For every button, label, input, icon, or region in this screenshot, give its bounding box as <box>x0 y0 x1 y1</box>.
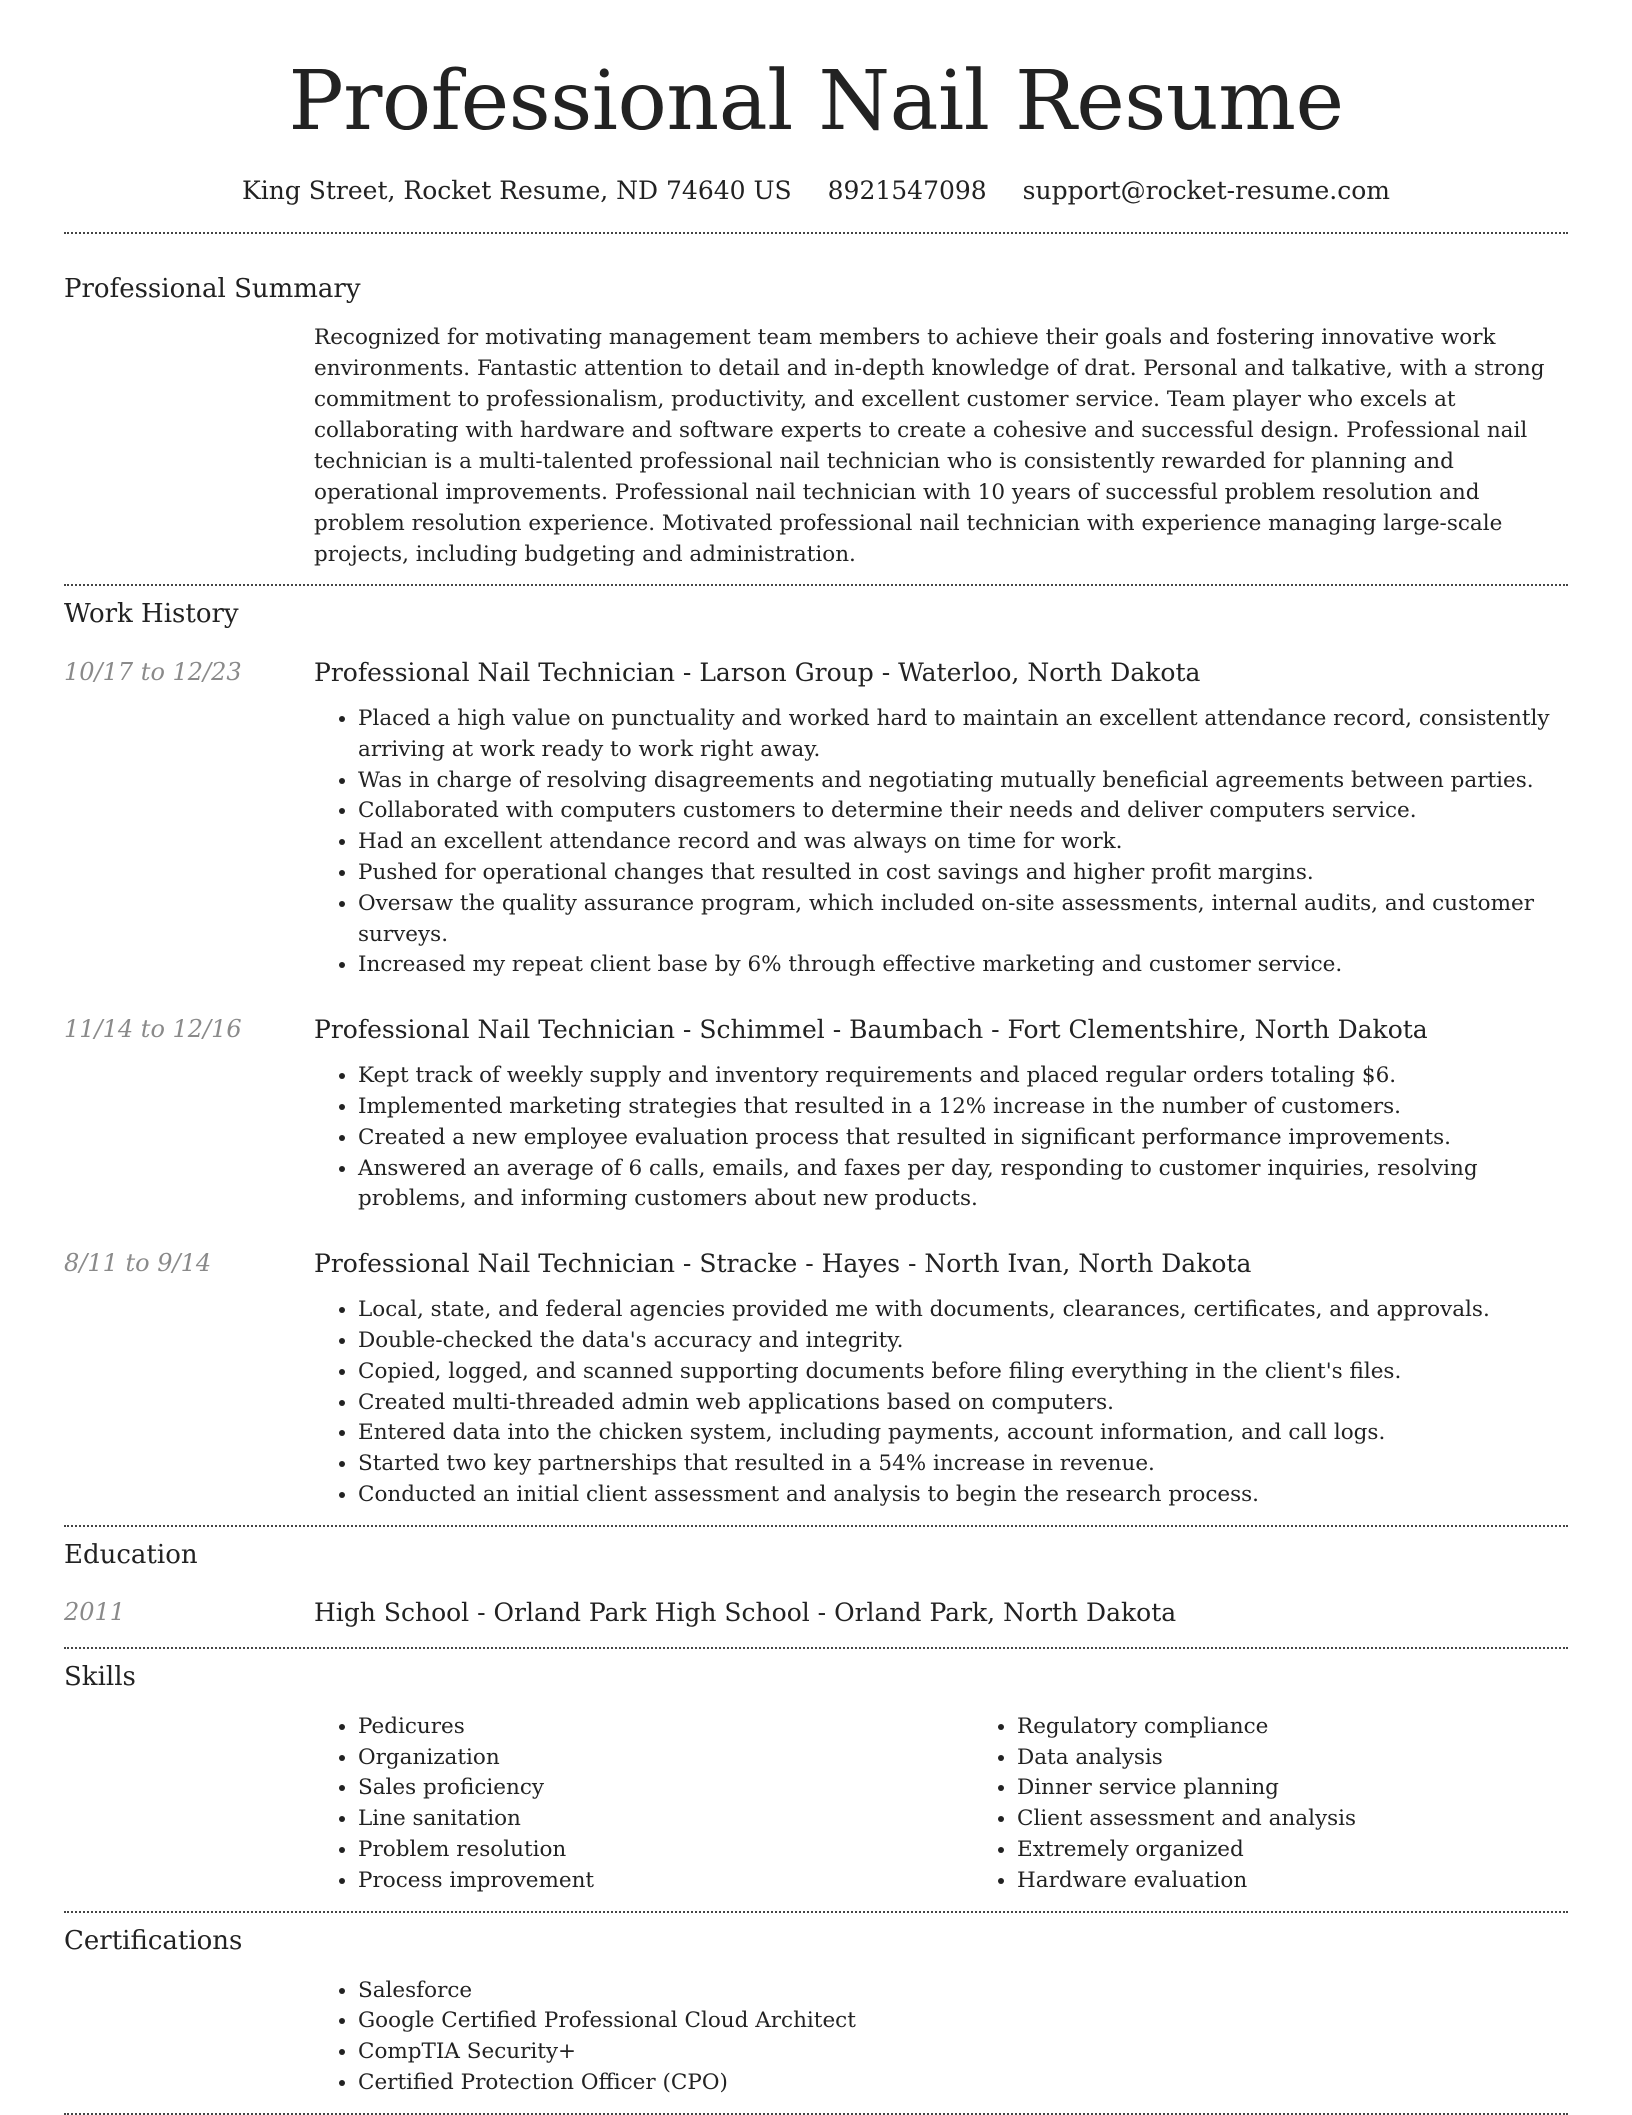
job-dates: 11/14 to 12/16 <box>64 1015 242 1044</box>
education-title: High School - Orland Park High School - Orland Park, North Dakota <box>314 1597 1177 1627</box>
list-item: • Placed a high value on punctuality and worked hard to maintain an excellent attendance record, consistently arriving at work ready to work right away. <box>358 704 1568 766</box>
list-item: • Oversaw the quality assurance program, which included on-site assessments, internal audits, and customer surveys. <box>358 889 1568 951</box>
job-dates: 10/17 to 12/23 <box>64 658 242 686</box>
certifications-list <box>314 1976 1568 2099</box>
job-bullets <box>314 1295 1568 1511</box>
list-item: • Created multi-threaded admin web applications based on computers. <box>358 1388 1568 1419</box>
divider <box>64 584 1568 586</box>
summary-heading: Professional Summary <box>64 274 361 304</box>
job-bullets <box>314 1061 1568 1215</box>
list-item: • Collaborated with computers customers to determine their needs and deliver computers service. <box>358 796 1568 827</box>
education-heading: Education <box>64 1539 198 1570</box>
list-item: • Implemented marketing strategies that resulted in a 12% increase in the number of customers. <box>358 1092 1568 1123</box>
list-item: • Had an excellent attendance record and was always on time for work. <box>358 827 1568 858</box>
list-item: • Local, state, and federal agencies provided me with documents, clearances, certificates, and approvals. <box>358 1295 1568 1326</box>
education-section <box>64 1538 1568 1629</box>
list-item: • Certified Protection Officer (CPO) <box>358 2068 1568 2099</box>
job-entry <box>64 1247 1568 1511</box>
work-history-heading: Work History <box>64 599 239 629</box>
list-item: • Process improvement <box>358 1866 973 1897</box>
list-item: • Client assessment and analysis <box>1017 1804 1632 1835</box>
list-item: • Dinner service planning <box>1017 1773 1632 1804</box>
certifications-section <box>64 1924 1568 2099</box>
summary-section <box>64 272 1568 570</box>
divider <box>64 2113 1568 2115</box>
job-title: Professional Nail Technician - Schimmel - Baumbach - Fort Clementshire, North Dakota <box>314 1015 1428 1045</box>
job-entry <box>64 1013 1568 1215</box>
list-item: • Answered an average of 6 calls, emails, and faxes per day, responding to customer inquiries, resolving problems, and informing customers about new products. <box>358 1154 1568 1216</box>
list-item: • Double-checked the data's accuracy and integrity. <box>358 1326 1568 1357</box>
job-bullets <box>314 704 1568 981</box>
job-entry <box>64 656 1568 981</box>
divider <box>64 232 1568 234</box>
list-item: • Extremely organized <box>1017 1835 1632 1866</box>
job-title: Professional Nail Technician - Stracke - Hayes - North Ivan, North Dakota <box>314 1249 1252 1279</box>
job-title: Professional Nail Technician - Larson Group - Waterloo, North Dakota <box>314 658 1201 687</box>
job-dates: 8/11 to 9/14 <box>64 1249 212 1278</box>
list-item: • Conducted an initial client assessment and analysis to begin the research process. <box>358 1480 1568 1511</box>
skills-section <box>64 1660 1568 1897</box>
work-history-section <box>64 597 1568 1511</box>
list-item: • Problem resolution <box>358 1835 973 1866</box>
list-item: • Line sanitation <box>358 1804 973 1835</box>
list-item: • Organization <box>358 1743 973 1774</box>
education-year: 2011 <box>64 1597 126 1626</box>
list-item: • Sales proficiency <box>358 1773 973 1804</box>
list-item: • Was in charge of resolving disagreements and negotiating mutually beneficial agreements between parties. <box>358 766 1568 797</box>
skills-list-left <box>314 1712 973 1897</box>
list-item: • Salesforce <box>358 1976 1568 2007</box>
skills-heading: Skills <box>64 1661 136 1692</box>
list-item: • Copied, logged, and scanned supporting documents before filing everything in the client's files. <box>358 1357 1568 1388</box>
list-item: • Started two key partnerships that resulted in a 54% increase in revenue. <box>358 1449 1568 1480</box>
education-entry <box>64 1596 1568 1629</box>
contact-line <box>64 174 1568 208</box>
certifications-heading: Certifications <box>64 1925 243 1956</box>
list-item: • Hardware evaluation <box>1017 1866 1632 1897</box>
list-item: • Pedicures <box>358 1712 973 1743</box>
list-item: • Created a new employee evaluation process that resulted in significant performance improvements. <box>358 1123 1568 1154</box>
list-item: • CompTIA Security+ <box>358 2037 1568 2068</box>
skills-list-right <box>973 1712 1632 1897</box>
divider <box>64 1911 1568 1913</box>
list-item: • Google Certified Professional Cloud Architect <box>358 2006 1568 2037</box>
resume-name: Professional Nail Resume <box>288 54 1344 149</box>
summary-text: Recognized for motivating management team members to achieve their goals and fostering innovative work environments. Fantastic attention to detail and in-depth knowledge of drat. Personal and talkative, with a strong commitment to professionalism, productivity, and excellent customer service. Team player who excels at collaborating with hardware and software experts to create a cohesive and successful design. Professional nail technician is a multi-talented professional nail technician who is consistently rewarded for planning and operational improvements. Professional nail technician with 10 years of successful problem resolution and problem resolution experience. Motivated professional nail technician with experience managing large-scale projects, including budgeting and administration. <box>314 325 1545 567</box>
list-item: • Pushed for operational changes that resulted in cost savings and higher profit margins. <box>358 858 1568 889</box>
list-item: • Data analysis <box>1017 1743 1632 1774</box>
contact-phone: 8921547098 <box>827 176 987 205</box>
list-item: • Entered data into the chicken system, including payments, account information, and call logs. <box>358 1418 1568 1449</box>
divider <box>64 1525 1568 1527</box>
contact-email: support@rocket-resume.com <box>1022 176 1390 205</box>
list-item: • Kept track of weekly supply and inventory requirements and placed regular orders totaling $6. <box>358 1061 1568 1092</box>
contact-address: King Street, Rocket Resume, ND 74640 US <box>242 176 792 205</box>
divider <box>64 1647 1568 1649</box>
list-item: • Increased my repeat client base by 6% through effective marketing and customer service. <box>358 950 1568 981</box>
list-item: • Regulatory compliance <box>1017 1712 1632 1743</box>
